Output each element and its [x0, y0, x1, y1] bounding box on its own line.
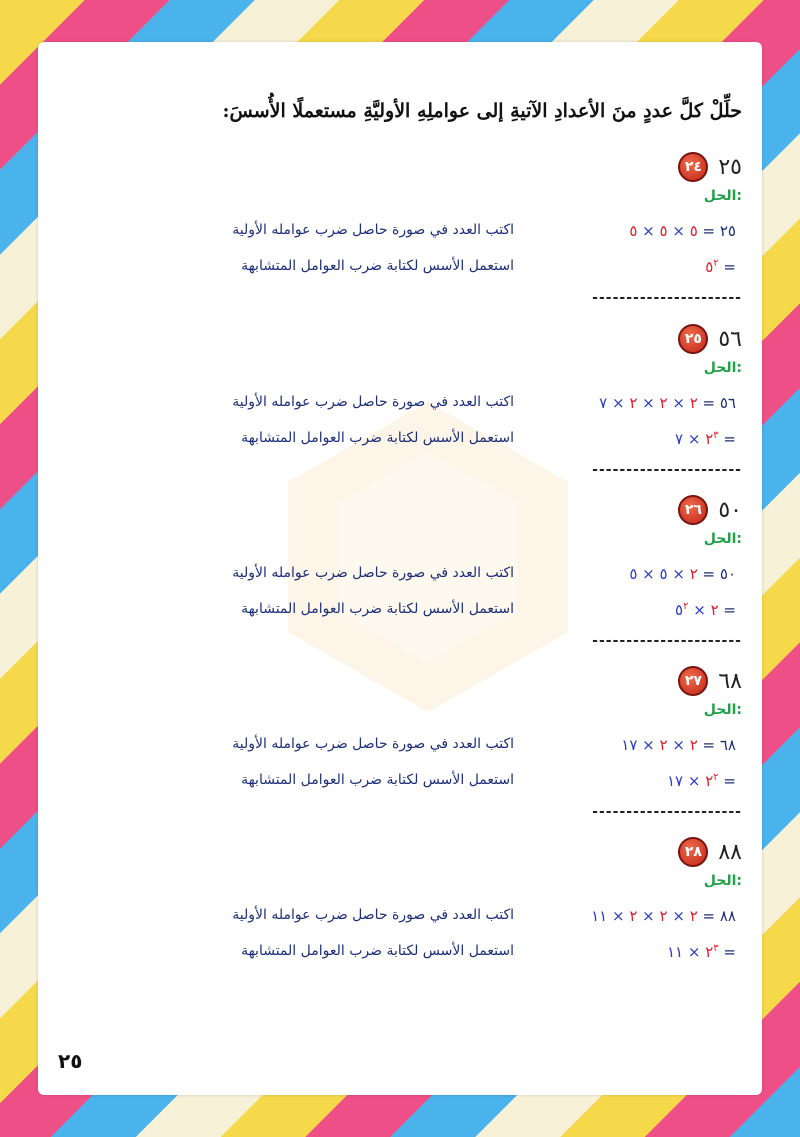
prime-factor: ٢	[654, 394, 668, 412]
problem-number-badge: ٢٥	[678, 324, 708, 354]
factorization-note: اكتب العدد في صورة حاصل ضرب عوامله الأولية	[232, 736, 514, 752]
equals-sign: =	[718, 601, 736, 619]
multiply-sign: ×	[637, 907, 655, 925]
prime-factor: ٧	[599, 394, 608, 412]
problem-number-badge: ٢٧	[678, 666, 708, 696]
factorization-line	[526, 907, 736, 925]
prime-factor: ٥	[654, 565, 668, 583]
solution-label: الحل:	[703, 531, 742, 547]
solution-label: الحل:	[703, 873, 742, 889]
power-base: ٥	[705, 258, 714, 276]
equation-lhs: ٦٨ =	[697, 736, 736, 754]
prime-factor: ٥	[684, 222, 698, 240]
power-base: ٢	[710, 601, 719, 619]
problem-number-badge: ٢٦	[678, 495, 708, 525]
problem-value: ٢٥	[718, 154, 742, 180]
multiply-sign: ×	[637, 222, 655, 240]
problem-value: ٦٨	[718, 668, 742, 694]
prime-factor: ٢	[654, 736, 668, 754]
prime-factor: ٥	[629, 565, 638, 583]
power-exponent: ٢	[713, 258, 719, 269]
problem-block	[38, 493, 762, 668]
multiply-sign: ×	[667, 394, 685, 412]
power-exponent: ٣	[713, 430, 719, 441]
prime-factor: ٢	[684, 565, 698, 583]
exponent-line	[526, 430, 736, 448]
power-exponent: ٢	[683, 601, 689, 612]
problem-number-badge: ٢٤	[678, 152, 708, 182]
prime-factor: ١٧	[621, 736, 638, 754]
exercise-instruction: حلِّلْ كلَّ عددٍ منَ الأعدادِ الآتيةِ إلى عواملِهِ الأوليَّةِ مستعملًا الأُسسَ:	[222, 100, 742, 122]
problem-number-badge: ٢٨	[678, 837, 708, 867]
problem-value: ٥٠	[718, 497, 742, 523]
factorization-line	[526, 394, 736, 412]
prime-factor: ٢	[684, 394, 698, 412]
multiply-sign: ×	[637, 736, 655, 754]
dashed-separator: ----------------------	[592, 462, 742, 478]
problem-header	[678, 835, 742, 869]
problem-header	[678, 664, 742, 698]
prime-factor: ٢	[624, 394, 638, 412]
dashed-separator: ----------------------	[592, 804, 742, 820]
dashed-separator: ----------------------	[592, 633, 742, 649]
dashed-separator: ----------------------	[592, 290, 742, 306]
factorization-note: اكتب العدد في صورة حاصل ضرب عوامله الأولية	[232, 394, 514, 410]
problem-value: ٨٨	[718, 839, 742, 865]
multiply-sign: ×	[667, 736, 685, 754]
equals-sign: =	[718, 430, 736, 448]
problem-block	[38, 835, 762, 1010]
multiply-sign: ×	[667, 565, 685, 583]
problem-header	[678, 322, 742, 356]
power-base: ٢	[705, 943, 714, 961]
multiply-sign: ×	[667, 222, 685, 240]
problem-block	[38, 150, 762, 325]
exponent-line	[526, 258, 736, 276]
exponent-line	[526, 943, 736, 961]
multiply-sign: ×	[637, 394, 655, 412]
prime-factor: ١١	[591, 907, 608, 925]
remaining-factor: × ٥	[675, 601, 711, 619]
problem-header	[678, 150, 742, 184]
multiply-sign: ×	[637, 565, 655, 583]
factorization-line	[526, 222, 736, 240]
prime-factor: ٢	[624, 907, 638, 925]
multiply-sign: ×	[607, 394, 625, 412]
exponent-line	[526, 772, 736, 790]
factorization-note: اكتب العدد في صورة حاصل ضرب عوامله الأولية	[232, 907, 514, 923]
exponent-note: استعمل الأسس لكتابة ضرب العوامل المتشابهة	[241, 601, 514, 617]
power-exponent: ٢	[713, 772, 719, 783]
worksheet-page	[38, 42, 762, 1095]
problem-header	[678, 493, 742, 527]
remaining-factor: × ١٧	[666, 772, 706, 790]
equation-lhs: ٥٦ =	[697, 394, 736, 412]
prime-factor: ٥	[629, 222, 638, 240]
exponent-line	[526, 601, 736, 619]
exponent-note: استعمل الأسس لكتابة ضرب العوامل المتشابهة	[241, 258, 514, 274]
equation-lhs: ٢٥ =	[697, 222, 736, 240]
exponent-note: استعمل الأسس لكتابة ضرب العوامل المتشابهة	[241, 772, 514, 788]
equation-lhs: ٥٠ =	[697, 565, 736, 583]
page-number: ٢٥	[58, 1049, 83, 1073]
problem-block	[38, 664, 762, 839]
equation-lhs: ٨٨ =	[697, 907, 736, 925]
multiply-sign: ×	[607, 907, 625, 925]
exponent-note: استعمل الأسس لكتابة ضرب العوامل المتشابهة	[241, 943, 514, 959]
solution-label: الحل:	[703, 702, 742, 718]
factorization-note: اكتب العدد في صورة حاصل ضرب عوامله الأولية	[232, 565, 514, 581]
factorization-note: اكتب العدد في صورة حاصل ضرب عوامله الأولية	[232, 222, 514, 238]
remaining-factor: × ٧	[675, 430, 706, 448]
prime-factor: ٥	[654, 222, 668, 240]
power-base: ٢	[705, 772, 714, 790]
remaining-factor: × ١١	[666, 943, 706, 961]
multiply-sign: ×	[667, 907, 685, 925]
exponent-note: استعمل الأسس لكتابة ضرب العوامل المتشابهة	[241, 430, 514, 446]
equals-sign: =	[718, 258, 736, 276]
solution-label: الحل:	[703, 360, 742, 376]
factorization-line	[526, 736, 736, 754]
power-exponent: ٣	[713, 943, 719, 954]
prime-factor: ٢	[684, 736, 698, 754]
equals-sign: =	[718, 772, 736, 790]
problem-value: ٥٦	[718, 326, 742, 352]
solution-label: الحل:	[703, 188, 742, 204]
power-base: ٢	[705, 430, 714, 448]
prime-factor: ٢	[654, 907, 668, 925]
factorization-line	[526, 565, 736, 583]
problem-block	[38, 322, 762, 497]
prime-factor: ٢	[684, 907, 698, 925]
equals-sign: =	[718, 943, 736, 961]
